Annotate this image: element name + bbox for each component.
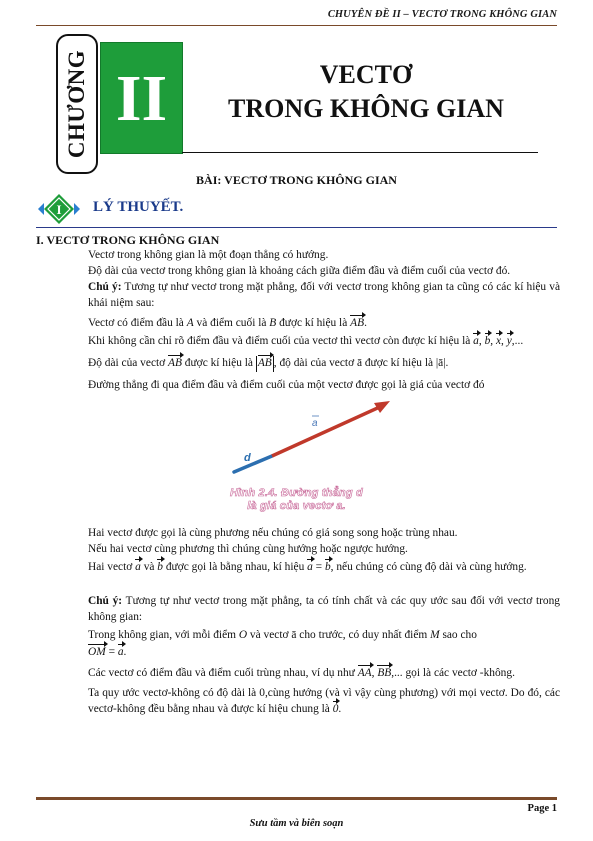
note-text: Tương tự như vectơ trong mặt phẳng, đối với vectơ trong không gian ta cũng có các kí hiệu và khái niệm sau: [88, 281, 560, 309]
text-span: và điểm cuối là [193, 317, 270, 329]
paragraph-note [88, 280, 560, 311]
vector-a: a [118, 645, 124, 661]
note-text: Tương tự như vectơ trong mặt phẳng, ta có tính chất và các quy ước sau đối với vectơ trong không gian: [88, 595, 560, 623]
footer-rule [36, 797, 557, 800]
paragraph-12 [88, 628, 560, 644]
section-title: I. VECTƠ TRONG KHÔNG GIAN [36, 233, 220, 247]
part-rule [36, 227, 557, 228]
paragraph-10: Hai vectơ a và b được gọi là bằng nhau, kí hiệu a = b, nếu chúng có cùng độ dài và cùng hướng. [88, 560, 560, 576]
point-o: O [238, 629, 248, 641]
text-span: Ta quy ước vectơ-không có độ dài là 0,cùng hướng (và vì vậy cùng phương) với mọi vectơ. Do đó, các vectơ-không đều bằng nhau và được kí hiệu chung là [88, 687, 560, 715]
vector-a: a [307, 560, 313, 576]
part-number-diamond-icon [36, 189, 82, 229]
paragraph-6 [88, 356, 560, 372]
vector-om: OM [88, 645, 106, 661]
point-m: M [430, 629, 440, 641]
text-span: Khi không cần chỉ rõ điểm đầu và điểm cuối của vectơ thì vectơ còn được kí hiệu là [88, 335, 474, 347]
title-rule [182, 152, 538, 153]
zero-vector: 0 [333, 702, 339, 718]
point-a: A [186, 317, 194, 329]
vector-b: b [485, 334, 491, 350]
vector-x: x [496, 334, 501, 350]
vector-b: b [157, 560, 163, 576]
text-span: Hai vectơ [88, 561, 136, 573]
paragraph-2: Độ dài của vectơ trong không gian là khoảng cách giữa điểm đầu và điểm cuối của vectơ đó. [88, 265, 511, 277]
vector-ab: AB [350, 316, 364, 332]
page-number: Page 1 [527, 803, 557, 814]
text-span: . [364, 317, 367, 329]
chapter-label: CHƯƠNG [64, 49, 89, 159]
part-number: I [56, 202, 62, 217]
paragraph-5: Khi không cần chỉ rõ điểm đầu và điểm cuối của vectơ thì vectơ còn được kí hiệu là a, b, x, y,... [88, 334, 560, 350]
point-b: B [269, 317, 277, 329]
paragraph-8: Hai vectơ được gọi là cùng phương nếu chúng có giá song song hoặc trùng nhau. [88, 527, 458, 539]
text-span: Vectơ có điểm đầu là [88, 317, 187, 329]
vector-ab: AB [168, 356, 182, 372]
vector-bb: BB [377, 666, 391, 682]
text-span: được kí hiệu là [181, 357, 256, 369]
chapter-label-box [56, 34, 98, 174]
paragraph-note2 [88, 594, 560, 625]
paragraph-9: Nếu hai vectơ cùng phương thì chúng cùng hướng hoặc ngược hướng. [88, 543, 408, 555]
paragraph-7: Đường thẳng đi qua điểm đầu và điểm cuối của một vectơ được gọi là giá của vectơ đó [88, 379, 485, 391]
chapter-number-box [100, 42, 183, 154]
vector-a: a [135, 560, 141, 576]
paragraph-13: OM = a. [88, 645, 560, 661]
figure-caption-line2: là giá của vectơ a. [247, 500, 346, 512]
text-span: , nếu chúng có cùng độ dài và cùng hướng. [330, 561, 527, 573]
text-span: , độ dài của vectơ ā được kí hiệu là |ā|. [273, 357, 449, 369]
vector-ab: AB [258, 356, 272, 372]
text-span: được kí hiệu là [276, 317, 351, 329]
header-rule [36, 25, 557, 26]
text-span: Trong không gian, với mỗi điểm [88, 629, 239, 641]
text-span: ,... [511, 335, 524, 347]
vector-a: a [473, 334, 479, 350]
chapter-title-line1: VECTƠ [319, 60, 413, 89]
text-span: Độ dài của vectơ [88, 357, 169, 369]
text-span: . [338, 702, 342, 715]
note-label: Chú ý: [88, 595, 123, 607]
running-header: CHUYÊN ĐỀ II – VECTƠ TRONG KHÔNG GIAN [327, 9, 557, 20]
text-span: được gọi là bằng nhau, kí hiệu [163, 561, 308, 573]
figure-vector-line [232, 394, 392, 476]
paragraph-1: Vectơ trong không gian là một đoạn thẳng có hướng. [88, 249, 329, 261]
text-span: Các vectơ có điểm đầu và điểm cuối trùng nhau, ví dụ như [88, 667, 358, 679]
lesson-title: BÀI: VECTƠ TRONG KHÔNG GIAN [196, 173, 397, 187]
paragraph-15 [88, 686, 560, 717]
text-span: sao cho [439, 629, 477, 641]
line-label: d [244, 452, 251, 464]
paragraph-14: Các vectơ có điểm đầu và điểm cuối trùng nhau, ví dụ như AA, BB,... gọi là các vectơ -không. [88, 666, 560, 682]
vector-length [256, 356, 274, 372]
text-span: và vectơ ā cho trước, có duy nhất điểm [247, 629, 431, 641]
chapter-title-line2: TRONG KHÔNG GIAN [228, 94, 504, 123]
line-d-tail [234, 456, 272, 472]
vector-aa: AA [358, 666, 372, 682]
vector-b: b [325, 560, 331, 576]
note-label: Chú ý: [88, 281, 122, 293]
footer-credit: Sưu tầm và biên soạn [249, 818, 344, 829]
figure-caption-line1: Hình 2.4. Đường thẳng d [230, 487, 363, 499]
vector-a-segment [272, 406, 382, 456]
chapter-number: II [115, 62, 168, 135]
part-title: LÝ THUYẾT. [93, 199, 184, 215]
vector-y: y [507, 334, 512, 350]
vector-label: a [312, 418, 318, 429]
text-span: và [140, 561, 158, 573]
text-span: ,... gọi là các vectơ -không. [391, 667, 515, 679]
